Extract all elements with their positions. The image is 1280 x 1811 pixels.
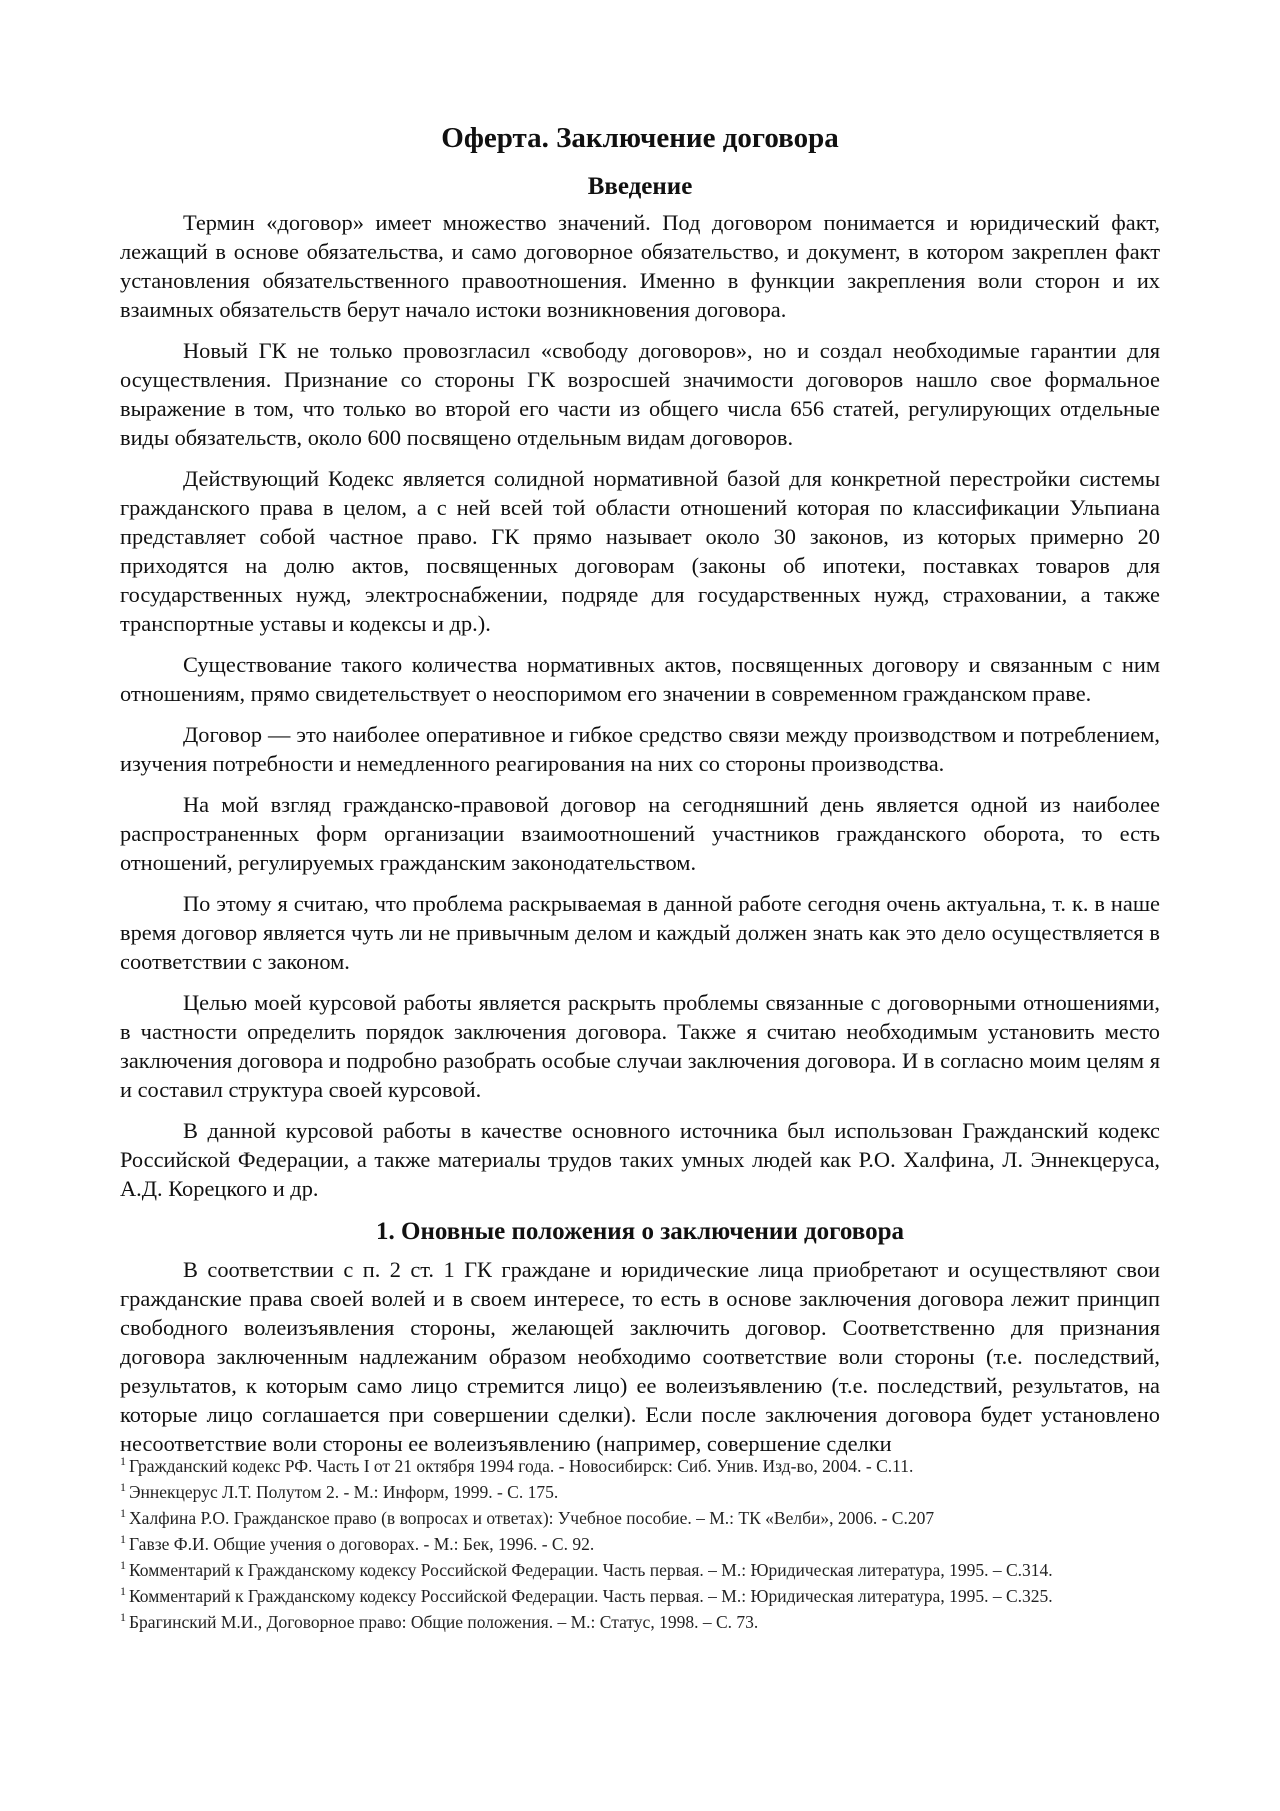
document-title: Оферта. Заключение договора — [441, 122, 839, 154]
footnote — [120, 1609, 1160, 1635]
footnote-text: Халфина Р.О. Гражданское право (в вопросах и ответах): Учебное пособие. – М.: ТК «Велби», 2006. - С.207 — [129, 1508, 935, 1528]
footnote-text: Брагинский М.И., Договорное право: Общие положения. – М.: Статус, 1998. – С. 73. — [129, 1612, 759, 1632]
paragraph: В данной курсовой работы в качестве основного источника был использован Гражданский кодекс Российской Федерации, а также материалы трудов таких умных людей как Р.О. Халфина, Л. Эннекцеруса, А.Д. Корецкого и др. — [120, 1118, 1160, 1201]
footnote-mark: 1 — [120, 1584, 126, 1599]
footnote-text: Комментарий к Гражданскому кодексу Российской Федерации. Часть первая. – М.: Юридическая литература, 1995. – С.325. — [129, 1586, 1053, 1606]
document-page — [120, 118, 1160, 1470]
intro-section — [120, 208, 1160, 1203]
footnote-mark: 1 — [120, 1506, 126, 1521]
footnotes — [120, 1453, 1160, 1635]
paragraph: Существование такого количества нормативных актов, посвященных договору и связанным с ним отношениям, прямо свидетельствует о неоспоримом его значении в современном гражданском праве. — [120, 652, 1160, 706]
footnote-mark: 1 — [120, 1532, 126, 1547]
paragraph: Действующий Кодекс является солидной нормативной базой для конкретной перестройки системы гражданского права в целом, а с ней всей той области отношений которая по классификации Ульпиана представляет собой частное право. ГК прямо называет около 30 законов, из которых примерно 20 приходятся на долю актов, посвященных договорам (законы об ипотеки, поставках товаров для государственных нужд, электроснабжении, подряде для государственных нужд, страховании, а также транспортные уставы и кодексы и др.). — [120, 466, 1160, 636]
footnote — [120, 1583, 1160, 1609]
footnote — [120, 1505, 1160, 1531]
footnote-mark: 1 — [120, 1480, 126, 1495]
paragraph: Целью моей курсовой работы является раскрыть проблемы связанные с договорными отношениями, в частности определить порядок заключения договора. Также я считаю необходимым установить место заключения договора и подробно разобрать особые случаи заключения договора. И в согласно моим целям я и составил структура своей курсовой. — [120, 990, 1160, 1102]
footnote — [120, 1557, 1160, 1583]
intro-heading: Введение — [587, 173, 693, 200]
paragraph: По этому я считаю, что проблема раскрываемая в данной работе сегодня очень актуальна, т. к. в наше время договор является чуть ли не привычным делом и каждый должен знать как это дело осуществляется в соответствии с законом. — [120, 891, 1160, 974]
footnote-text: Гражданский кодекс РФ. Часть I от 21 октября 1994 года. - Новосибирск: Сиб. Унив. Изд-во, 2004. - С.11. — [129, 1456, 914, 1476]
footnote-mark: 1 — [120, 1610, 126, 1625]
footnote-text: Эннекцерус Л.Т. Полутом 2. - М.: Информ, 1999. - С. 175. — [129, 1482, 559, 1502]
footnote — [120, 1479, 1160, 1505]
section-1-heading: 1. Оновные положения о заключении договора — [376, 1218, 904, 1245]
footnote-text: Комментарий к Гражданскому кодексу Российской Федерации. Часть первая. – М.: Юридическая литература, 1995. – С.314. — [129, 1560, 1053, 1580]
paragraph: В соответствии с п. 2 ст. 1 ГК граждане и юридические лица приобретают и осуществляют свои гражданские права своей волей и в своем интересе, то есть в основе заключения договора лежит принцип свободного волеизъявления стороны, желающей заключить договор. Соответственно для признания договора заключенным надлежаним образом необходимо соответствие воли стороны (т.е. последствий, результатов, к которым само лицо стремится лицо) ее волеизъявлению (т.е. последствий, результатов, на которые лицо соглашается при совершении сделки). Если после заключения договора будет установлено несоответствие воли стороны ее волеизъявлению (например, совершение сделки — [120, 1257, 1160, 1456]
section-1 — [120, 1255, 1160, 1458]
footnote-mark: 1 — [120, 1558, 126, 1573]
paragraph: На мой взгляд гражданско-правовой договор на сегодняшний день является одной из наиболее распространенных форм организации взаимоотношений участников гражданского оборота, то есть отношений, регулируемых гражданским законодательством. — [120, 792, 1160, 875]
footnote — [120, 1453, 1160, 1479]
footnote-mark: 1 — [120, 1454, 126, 1469]
footnote — [120, 1531, 1160, 1557]
paragraph: Договор — это наиболее оперативное и гибкое средство связи между производством и потреблением, изучения потребности и немедленного реагирования на них со стороны производства. — [120, 722, 1160, 776]
footnote-text: Гавзе Ф.И. Общие учения о договорах. - М.: Бек, 1996. - С. 92. — [129, 1534, 595, 1554]
paragraph: Новый ГК не только провозгласил «свободу договоров», но и создал необходимые гарантии для осуществления. Признание со стороны ГК возросшей значимости договоров нашло свое формальное выражение в том, что только во второй его части из общего числа 656 статей, регулирующих отдельные виды обязательств, около 600 посвящено отдельным видам договоров. — [120, 338, 1160, 450]
paragraph: Термин «договор» имеет множество значений. Под договором понимается и юридический факт, лежащий в основе обязательства, и само договорное обязательство, и документ, в котором закреплен факт установления обязательственного правоотношения. Именно в функции закрепления воли сторон и их взаимных обязательств берут начало истоки возникновения договора. — [120, 210, 1160, 322]
